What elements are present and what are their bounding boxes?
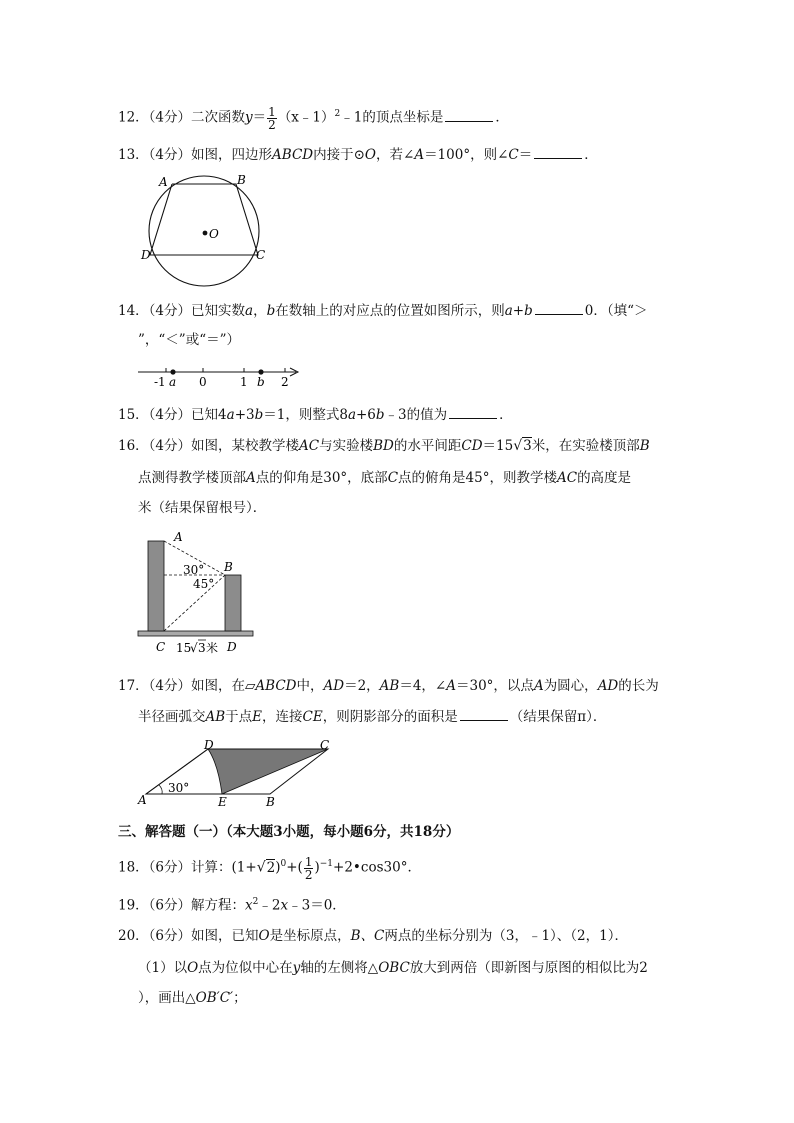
angle-30-label: 30° (183, 563, 205, 577)
label-B: B (266, 795, 275, 809)
answer-blank (449, 404, 497, 419)
tick-1: 1 (240, 375, 248, 389)
label-C: C (256, 248, 266, 262)
label-E: E (218, 795, 227, 809)
question-20-line2: （1）以O点为位似中心在y轴的左侧将△OBC放大到两倍（即新图与原图的相似比为2 (138, 960, 648, 976)
question-17: 17．（4分）如图，在▱ABCD中，AD＝2，AB＝4，∠A＝30°，以点A为圆心，AD的长为 (118, 678, 659, 694)
answer-blank (460, 706, 508, 721)
answer-blank (534, 144, 582, 159)
angle-45-label: 45° (193, 577, 215, 591)
label-B: B (224, 560, 233, 574)
answer-blank (535, 300, 583, 315)
answer-blank (445, 107, 493, 122)
question-13: 13．（4分）如图，四边形ABCD内接于⊙O，若∠A＝100°，则∠C＝ ． (118, 144, 598, 165)
label-A: A (159, 175, 168, 189)
label-A: A (174, 530, 183, 544)
question-17-line2: 半径画弧交AB于点E，连接CE，则阴影部分的面积是 （结果保留π）． (138, 706, 606, 727)
distance-label: 15 (176, 641, 192, 655)
q14-number-line (136, 360, 306, 390)
fraction-half: $\frac{1}{2}$ (304, 854, 313, 882)
question-16-line3: 米（结果保留根号）． (138, 500, 267, 516)
q13-circle-figure (138, 172, 268, 288)
label-D: D (227, 640, 237, 654)
question-18: 18．（6分）计算：$(1+√2)^0+$( $\frac{1}{2}$ )$^{-1}$+2•cos30°． (118, 854, 421, 882)
label-B: B (237, 173, 246, 187)
point-a-label: a (169, 375, 177, 389)
tick-0: 0 (199, 375, 207, 389)
label-C: C (156, 640, 166, 654)
label-D: D (204, 738, 214, 752)
question-12: 12．（4分）二次函数y＝ $\frac{1}{2}$ （x﹣1）$^2$﹣1的顶点坐标是 ． (118, 104, 509, 132)
section-3-heading: 三、解答题（一）（本大题3小题，每小题6分，共18分） (118, 824, 460, 840)
question-16: 16．（4分）如图，某校教学楼AC与实验楼BD的水平间距CD＝15√3米，在实验楼顶部B (118, 438, 650, 454)
label-D: D (141, 248, 151, 262)
q17-parallelogram-figure (136, 736, 336, 812)
label-A: A (138, 793, 147, 807)
fraction-half: $\frac{1}{2}$ (268, 104, 276, 132)
angle-30-label: 30° (168, 781, 190, 795)
question-14: 14．（4分）已知实数a，b在数轴上的对应点的位置如图所示，则a+b 0．（填“＞ (118, 300, 648, 321)
tick-2: 2 (281, 375, 289, 389)
question-20: 20．（6分）如图，已知O是坐标原点，B、C两点的坐标分别为（3，﹣1）、（2，1）． (118, 928, 628, 944)
question-16-line2: 点测得教学楼顶部A点的仰角是30°，底部C点的俯角是45°，则教学楼AC的高度是 (138, 470, 632, 486)
svg-text:√: √ (190, 641, 198, 655)
label-C: C (320, 738, 330, 752)
question-20-line3: ），画出△OB′C′； (138, 990, 247, 1006)
point-b-label: b (257, 375, 265, 389)
question-14-line2: ”，“＜”或“＝”） (138, 332, 241, 348)
question-15: 15．（4分）已知4a+3b＝1，则整式8a+6b﹣3的值为 ． (118, 404, 513, 425)
tick-minus1: -1 (154, 375, 166, 389)
question-19: 19．（6分）解方程：$x^2﹣2x﹣3=0$． (118, 897, 346, 914)
label-O: O (209, 227, 219, 241)
q16-buildings-figure (136, 528, 261, 658)
svg-text:3: 3 (198, 641, 206, 655)
svg-text:米: 米 (206, 641, 219, 655)
